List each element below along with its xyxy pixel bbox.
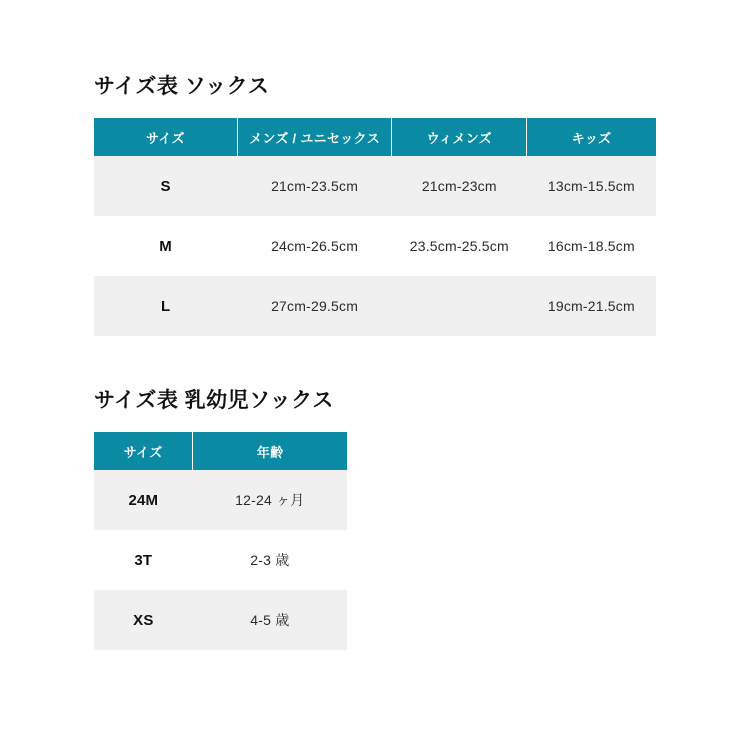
cell-mens-unisex: 24cm-26.5cm	[237, 216, 392, 276]
socks-size-section	[94, 70, 656, 336]
table-body	[94, 156, 656, 336]
socks-size-table	[94, 118, 656, 336]
cell-kids: 19cm-21.5cm	[527, 276, 656, 336]
cell-kids: 16cm-18.5cm	[527, 216, 656, 276]
cell-age: 4-5 歳	[193, 590, 347, 650]
table-body	[94, 470, 347, 650]
cell-kids: 13cm-15.5cm	[527, 156, 656, 216]
infant-socks-size-table	[94, 432, 347, 650]
table-row	[94, 470, 347, 530]
cell-age: 2-3 歳	[193, 530, 347, 590]
cell-size: L	[94, 276, 237, 336]
table-row	[94, 276, 656, 336]
table-row	[94, 156, 656, 216]
column-header-womens: ウィメンズ	[392, 118, 527, 156]
column-header-size: サイズ	[94, 118, 237, 156]
page-title: サイズ表 ソックス	[94, 75, 270, 98]
section-title-infant: サイズ表 乳幼児ソックス	[94, 389, 334, 412]
cell-womens	[392, 276, 527, 336]
cell-size: XS	[94, 590, 193, 650]
table-header	[94, 118, 656, 156]
cell-womens: 23.5cm-25.5cm	[392, 216, 527, 276]
table-row	[94, 216, 656, 276]
cell-womens: 21cm-23cm	[392, 156, 527, 216]
cell-size: M	[94, 216, 237, 276]
table-header	[94, 432, 347, 470]
column-header-mens-unisex: メンズ / ユニセックス	[237, 118, 392, 156]
table-row	[94, 530, 347, 590]
cell-mens-unisex: 27cm-29.5cm	[237, 276, 392, 336]
column-header-kids: キッズ	[527, 118, 656, 156]
table-header-row	[94, 118, 656, 156]
cell-size: S	[94, 156, 237, 216]
table-header-row	[94, 432, 347, 470]
table-row	[94, 590, 347, 650]
cell-age: 12-24 ヶ月	[193, 470, 347, 530]
cell-size: 3T	[94, 530, 193, 590]
cell-mens-unisex: 21cm-23.5cm	[237, 156, 392, 216]
column-header-age: 年齢	[193, 432, 347, 470]
infant-socks-size-section	[94, 384, 656, 650]
cell-size: 24M	[94, 470, 193, 530]
column-header-size: サイズ	[94, 432, 193, 470]
